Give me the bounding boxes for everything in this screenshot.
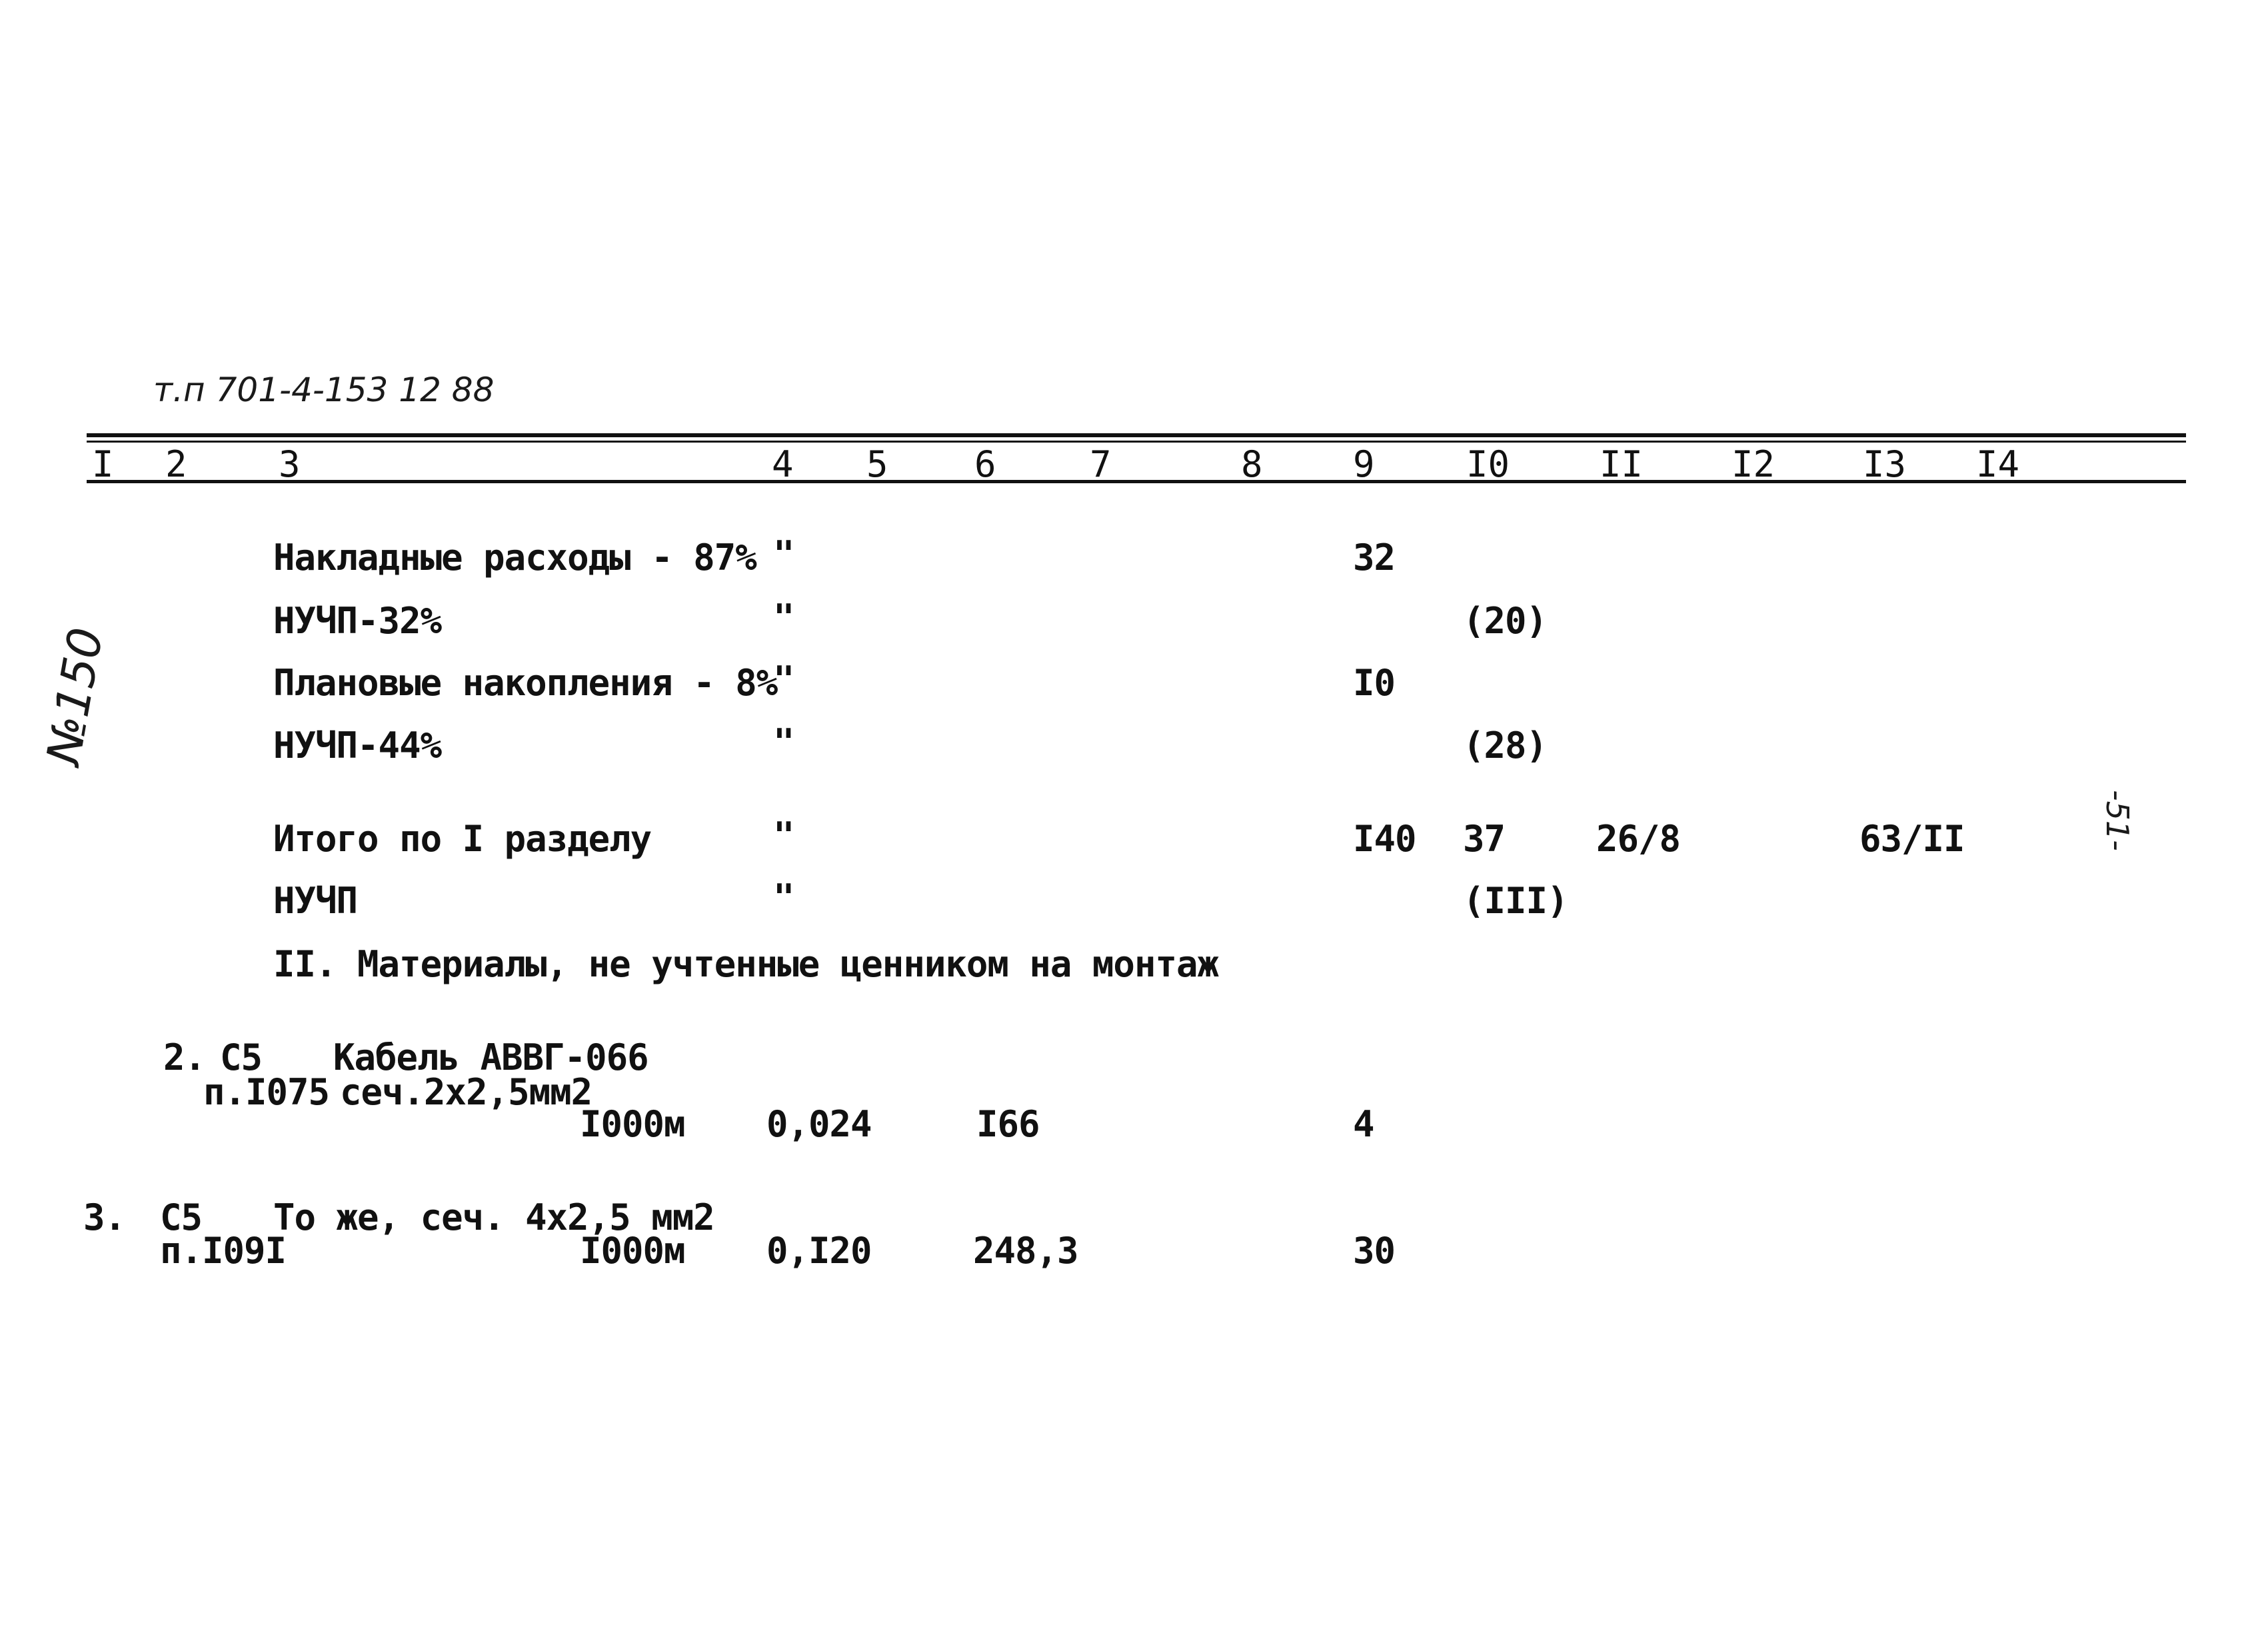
item-unit: I000м xyxy=(580,1103,685,1145)
page-number: -51- xyxy=(2099,790,2135,851)
row-col9: 32 xyxy=(1353,537,1396,579)
row-name: НУЧП-32% xyxy=(273,600,442,642)
row-unit-ditto: " xyxy=(773,721,794,763)
row-col9: I0 xyxy=(1353,662,1396,704)
item-code: С5 xyxy=(220,1036,263,1078)
item-ref: п.I09I xyxy=(160,1230,287,1272)
item-name: То же, сеч. 4х2,5 мм2 xyxy=(273,1196,714,1238)
item-name-line2: сеч.2х2,5мм2 xyxy=(340,1071,592,1113)
column-number: 3 xyxy=(279,443,301,485)
row-name: НУЧП xyxy=(273,880,358,922)
row-unit-ditto: " xyxy=(773,659,794,701)
item-price: 248,3 xyxy=(973,1230,1078,1272)
row-name: Итого по I разделу xyxy=(273,818,652,860)
row-col9: I40 xyxy=(1353,818,1416,860)
column-number: I4 xyxy=(1976,443,2020,485)
row-name: НУЧП-44% xyxy=(273,725,442,767)
header-top-rule xyxy=(87,433,2186,437)
column-number: I2 xyxy=(1731,443,1775,485)
row-name: Накладные расходы - 87% xyxy=(273,537,756,579)
column-number: 8 xyxy=(1241,443,1263,485)
row-col10: (III) xyxy=(1463,880,1568,922)
row-col10: (20) xyxy=(1463,600,1548,642)
row-unit-ditto: " xyxy=(773,876,794,918)
row-unit-ditto: " xyxy=(773,815,794,856)
column-number: I0 xyxy=(1466,443,1510,485)
document-code: т.п 701-4-153 12 88 xyxy=(153,371,495,409)
row-col10: (28) xyxy=(1463,725,1548,767)
header-top-rule-thin xyxy=(87,441,2186,443)
row-col11: 26/8 xyxy=(1596,818,1681,860)
column-number: I3 xyxy=(1863,443,1907,485)
item-number: 3. xyxy=(83,1196,126,1238)
side-number: №150 xyxy=(36,623,114,769)
section-heading: II. Материалы, не учтенные ценником на монтаж xyxy=(273,943,1218,985)
item-col9: 4 xyxy=(1353,1103,1374,1145)
column-number: 4 xyxy=(772,443,794,485)
row-unit-ditto: " xyxy=(773,597,794,639)
item-quantity: 0,I20 xyxy=(766,1230,872,1272)
row-col10: 37 xyxy=(1463,818,1506,860)
item-name: Кабель АВВГ-066 xyxy=(333,1036,648,1078)
item-price: I66 xyxy=(976,1103,1040,1145)
column-number: 7 xyxy=(1090,443,1112,485)
column-number: 9 xyxy=(1353,443,1375,485)
item-unit: I000м xyxy=(580,1230,685,1272)
column-number: 5 xyxy=(866,443,888,485)
column-number: I xyxy=(92,443,114,485)
row-unit-ditto: " xyxy=(773,533,794,575)
column-number: II xyxy=(1600,443,1644,485)
item-ref: п.I075 xyxy=(203,1071,330,1113)
column-number: 2 xyxy=(165,443,187,485)
item-col9: 30 xyxy=(1353,1230,1396,1272)
item-quantity: 0,024 xyxy=(766,1103,872,1145)
item-number: 2. xyxy=(163,1036,206,1078)
row-col13: 63/II xyxy=(1859,818,1965,860)
column-number: 6 xyxy=(974,443,996,485)
item-code: С5 xyxy=(160,1196,203,1238)
row-name: Плановые накопления - 8% xyxy=(273,662,778,704)
